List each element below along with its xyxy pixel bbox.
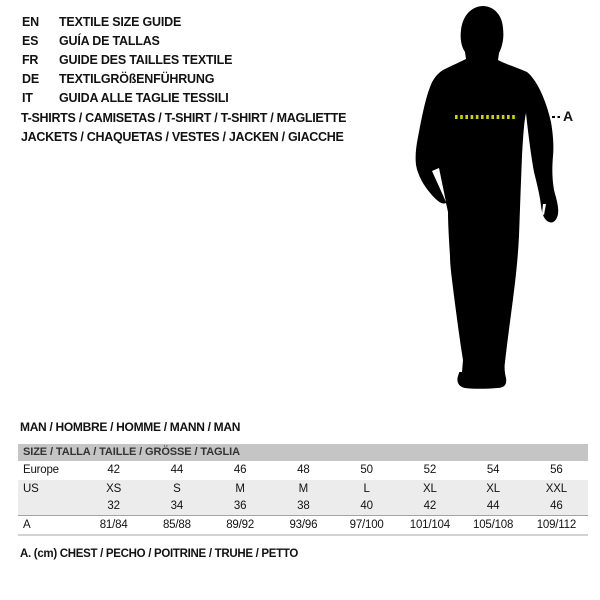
table-row-chest-a <box>18 515 588 534</box>
size-cell: 44 <box>170 464 184 476</box>
size-cell: 81/84 <box>99 519 128 531</box>
language-code: IT <box>22 91 33 105</box>
size-cell: 52 <box>423 464 437 476</box>
row-label <box>18 498 82 515</box>
category-jackets: JACKETS / CHAQUETAS / VESTES / JACKEN / GIACCHE <box>21 130 344 144</box>
size-cell: 93/96 <box>289 519 318 531</box>
language-code: ES <box>22 34 39 48</box>
language-label: TEXTILGRÖßENFÜHRUNG <box>59 72 215 86</box>
size-cell: 42 <box>423 500 437 512</box>
language-code: EN <box>22 15 39 29</box>
table-row-numeric-us <box>18 498 588 515</box>
size-cell: 32 <box>107 500 120 512</box>
size-cell: 56 <box>550 464 563 476</box>
size-cell: 46 <box>233 464 247 476</box>
language-row <box>22 51 232 70</box>
size-cell: 38 <box>297 500 310 512</box>
section-title-man: MAN / HOMBRE / HOMME / MANN / MAN <box>20 420 241 434</box>
size-cell: 105/108 <box>473 519 514 531</box>
language-row <box>22 89 232 108</box>
language-label: TEXTILE SIZE GUIDE <box>59 15 182 29</box>
size-cell: 48 <box>297 464 310 476</box>
size-cell: XXL <box>545 483 567 495</box>
shoe-notch <box>455 360 463 372</box>
category-tshirts: T-SHIRTS / CAMISETAS / T-SHIRT / T-SHIRT / MAGLIETTE <box>21 111 347 125</box>
size-cell: 109/112 <box>536 519 577 531</box>
man-silhouette-graphic <box>413 4 577 400</box>
size-cell: 89/92 <box>226 519 255 531</box>
size-cell: 101/104 <box>409 519 450 531</box>
man-silhouette-figure <box>413 4 583 400</box>
measurement-legend: A. (cm) CHEST / PECHO / POITRINE / TRUHE / PETTO <box>20 548 299 560</box>
size-cell: 40 <box>360 500 373 512</box>
row-label: US <box>23 483 39 495</box>
size-cell: XL <box>423 483 437 495</box>
size-table <box>18 444 588 536</box>
language-row <box>22 13 232 32</box>
garment-categories <box>21 109 346 147</box>
language-label: GUIDA ALLE TAGLIE TESSILI <box>59 91 229 105</box>
size-cell: 44 <box>486 500 500 512</box>
size-cell: 50 <box>360 464 373 476</box>
size-cell: 85/88 <box>162 519 191 531</box>
size-cell: 34 <box>170 500 184 512</box>
size-cell: 42 <box>107 464 120 476</box>
size-cell: S <box>173 483 181 495</box>
size-cell: 97/100 <box>349 519 384 531</box>
size-cell: 54 <box>486 464 500 476</box>
size-cell: M <box>235 483 245 495</box>
table-row-europe <box>18 461 588 480</box>
language-row <box>22 70 232 89</box>
size-cell: XS <box>106 483 122 495</box>
size-cell: 46 <box>550 500 563 512</box>
size-cell: XL <box>486 483 500 495</box>
size-table-header: SIZE / TALLA / TAILLE / GRÖSSE / TAGLIA <box>18 444 588 461</box>
man-silhouette-shape <box>416 6 559 389</box>
size-cell: M <box>298 483 309 495</box>
language-code: DE <box>22 72 39 86</box>
language-guide-list <box>22 13 232 108</box>
measure-a-label: A <box>563 108 573 124</box>
size-cell: L <box>363 483 370 495</box>
row-label: A <box>23 519 31 531</box>
table-row-us <box>18 480 588 498</box>
language-label: GUÍA DE TALLAS <box>59 34 160 48</box>
language-code: FR <box>22 53 39 67</box>
language-label: GUIDE DES TAILLES TEXTILE <box>59 53 233 67</box>
row-label: Europe <box>23 464 59 476</box>
size-cell: 36 <box>233 500 247 512</box>
language-row <box>22 32 232 51</box>
